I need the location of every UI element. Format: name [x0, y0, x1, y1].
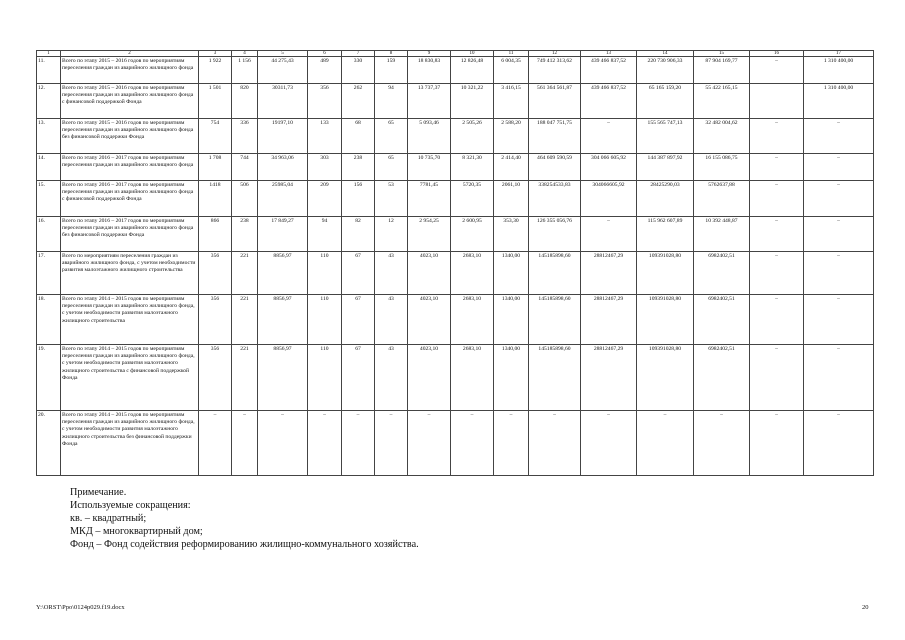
table-cell: –	[804, 217, 874, 252]
row-number: 14.	[37, 154, 61, 181]
table-cell: 10 392 448,87	[694, 217, 750, 252]
table-cell: 2683,10	[451, 252, 494, 295]
table-cell: –	[451, 411, 494, 476]
table-row	[37, 181, 874, 217]
column-number-cell: 10	[451, 51, 494, 57]
row-number: 13.	[37, 119, 61, 154]
column-number-cell: 17	[804, 51, 874, 57]
table-cell: –	[408, 411, 451, 476]
table-cell: –	[750, 295, 804, 345]
table-cell: 156	[342, 181, 375, 217]
row-number: 11.	[37, 57, 61, 84]
table-cell: 238	[342, 154, 375, 181]
table-cell: 43	[375, 252, 408, 295]
row-description: Всего по этапу 2015 – 2016 годов по мероприятиям переселения граждан из аварийного жилищного фонда	[61, 57, 199, 84]
column-number-cell: 2	[61, 51, 199, 57]
table-cell: –	[750, 154, 804, 181]
table-cell: 2 600,95	[451, 217, 494, 252]
table-row	[37, 252, 874, 295]
table-cell: 1 501	[199, 84, 232, 119]
column-number-cell: 5	[258, 51, 308, 57]
table-cell: 65	[375, 119, 408, 154]
table-cell: 8856,97	[258, 295, 308, 345]
table-cell: 8 321,30	[451, 154, 494, 181]
table-cell: –	[804, 411, 874, 476]
table-row	[37, 217, 874, 252]
table-cell: 506	[232, 181, 258, 217]
row-description: Всего по этапу 2014 – 2015 годов по мероприятиям переселения граждан из аварийного жилищного фонда, с учетом необходимости развития малоэтажного жилищного строительства без финансовой поддержки Фонда	[61, 411, 199, 476]
table-row	[37, 411, 874, 476]
table-cell: 115 962 607,89	[637, 217, 694, 252]
table-cell: 82	[342, 217, 375, 252]
table-cell: 110	[308, 345, 342, 411]
column-number-cell: 8	[375, 51, 408, 57]
table-cell: 10 735,70	[408, 154, 451, 181]
table-cell: –	[581, 217, 637, 252]
table-cell: 304066605,92	[581, 181, 637, 217]
table-cell: 65 165 159,20	[637, 84, 694, 119]
table-cell: 356	[199, 295, 232, 345]
table-cell: 34 963,06	[258, 154, 308, 181]
table-cell: 744	[232, 154, 258, 181]
table-cell: 16 155 086,75	[694, 154, 750, 181]
table-cell: 19197,10	[258, 119, 308, 154]
table-cell: –	[581, 119, 637, 154]
row-description: Всего по этапу 2016 – 2017 годов по мероприятиям переселения граждан из аварийного жилищного фонда	[61, 154, 199, 181]
table-cell: 489	[308, 57, 342, 84]
row-number: 15.	[37, 181, 61, 217]
row-description: Всего по этапу 2015 – 2016 годов по мероприятиям переселения граждан из аварийного жилищного фонда без финансовой поддержки Фонда	[61, 119, 199, 154]
table-cell: –	[694, 411, 750, 476]
table-cell: –	[750, 345, 804, 411]
table-cell: 2683,10	[451, 345, 494, 411]
table-cell: 1340,00	[494, 345, 529, 411]
table-cell: 220 730 906,33	[637, 57, 694, 84]
table-cell: 133	[308, 119, 342, 154]
notes-line: Используемые сокращения:	[70, 500, 191, 511]
table-cell: 145185898,60	[529, 295, 581, 345]
row-number: 12.	[37, 84, 61, 119]
table-cell: 464 609 590,59	[529, 154, 581, 181]
table-cell: 12 826,48	[451, 57, 494, 84]
table-cell: 188 047 751,75	[529, 119, 581, 154]
table-cell: –	[750, 181, 804, 217]
table-cell: 28425290,03	[637, 181, 694, 217]
table-cell: –	[750, 411, 804, 476]
column-number-cell: 12	[529, 51, 581, 57]
table-cell: 155 565 747,13	[637, 119, 694, 154]
notes-title: Примечание.	[70, 487, 127, 498]
table-cell: 43	[375, 295, 408, 345]
table-row	[37, 345, 874, 411]
table-cell: 439 466 837,52	[581, 84, 637, 119]
table-cell: –	[529, 411, 581, 476]
row-number: 20.	[37, 411, 61, 476]
table-cell: –	[199, 411, 232, 476]
table-cell: 6982402,51	[694, 252, 750, 295]
column-number-cell: 15	[694, 51, 750, 57]
table-cell: 18 830,83	[408, 57, 451, 84]
table-cell: 4023,10	[408, 295, 451, 345]
table-cell	[750, 84, 804, 119]
column-number-cell: 6	[308, 51, 342, 57]
table-cell: 1340,00	[494, 252, 529, 295]
table-cell: 1 310 400,00	[804, 57, 874, 84]
table-cell: –	[804, 181, 874, 217]
table-cell: 17 849,27	[258, 217, 308, 252]
table-cell: 5720,35	[451, 181, 494, 217]
table-cell: 30311,73	[258, 84, 308, 119]
notes-line: Фонд – Фонд содействия реформированию жилищно-коммунального хозяйства.	[70, 539, 419, 550]
table-cell: 330	[342, 57, 375, 84]
table-cell: –	[804, 345, 874, 411]
column-number-cell: 3	[199, 51, 232, 57]
table-cell: 145185898,60	[529, 252, 581, 295]
row-number: 16.	[37, 217, 61, 252]
table-cell: 87 904 169,77	[694, 57, 750, 84]
table-cell: –	[375, 411, 408, 476]
table-cell: 68	[342, 119, 375, 154]
table-cell: 6982402,51	[694, 345, 750, 411]
table-cell: 5 093,46	[408, 119, 451, 154]
table-cell: 8856,97	[258, 345, 308, 411]
table-cell: 221	[232, 295, 258, 345]
table-cell: 2061,10	[494, 181, 529, 217]
table-cell: 67	[342, 252, 375, 295]
table-cell: 2 414,40	[494, 154, 529, 181]
table-row	[37, 295, 874, 345]
column-number-cell: 14	[637, 51, 694, 57]
table-cell: 1 708	[199, 154, 232, 181]
table-cell: 1340,00	[494, 295, 529, 345]
column-number-cell: 7	[342, 51, 375, 57]
table-cell: 5762637,88	[694, 181, 750, 217]
table-cell: 1 922	[199, 57, 232, 84]
table-row	[37, 154, 874, 181]
table-cell: 110	[308, 252, 342, 295]
table-cell: –	[581, 411, 637, 476]
table-cell: 2 954,25	[408, 217, 451, 252]
table-cell: 238	[232, 217, 258, 252]
table-cell: 10 321,22	[451, 84, 494, 119]
table-cell: 754	[199, 119, 232, 154]
table-cell: 221	[232, 252, 258, 295]
table-cell: 94	[308, 217, 342, 252]
table-cell: 8856,97	[258, 252, 308, 295]
table-cell: 3 416,15	[494, 84, 529, 119]
table-cell: 4023,10	[408, 345, 451, 411]
table-cell: 338254533,83	[529, 181, 581, 217]
column-number-cell: 4	[232, 51, 258, 57]
table-cell: 2 588,20	[494, 119, 529, 154]
table-cell: –	[308, 411, 342, 476]
table-cell: 109391028,80	[637, 295, 694, 345]
table-cell: 6982402,51	[694, 295, 750, 345]
table-cell: 439 466 837,52	[581, 57, 637, 84]
column-number-cell: 16	[750, 51, 804, 57]
row-number: 19.	[37, 345, 61, 411]
row-description: Всего по этапу 2014 – 2015 годов по мероприятиям переселения граждан из аварийного жилищного фонда, с учетом необходимости развития малоэтажного жилищного строительства	[61, 295, 199, 345]
table-cell: 6 004,35	[494, 57, 529, 84]
table-cell: 2 505,26	[451, 119, 494, 154]
table-cell: 126 355 056,76	[529, 217, 581, 252]
table-cell: 109391028,80	[637, 252, 694, 295]
row-description: Всего по этапу 2016 – 2017 годов по мероприятиям переселения граждан из аварийного жилищного фонда с финансовой поддержкой Фонда	[61, 181, 199, 217]
table-cell: –	[804, 252, 874, 295]
table-cell: 336	[232, 119, 258, 154]
table-cell: 144 387 897,92	[637, 154, 694, 181]
table-cell: 67	[342, 295, 375, 345]
row-description: Всего по этапу 2015 – 2016 годов по мероприятиям переселения граждан из аварийного жилищного фонда с финансовой поддержкой Фонда	[61, 84, 199, 119]
notes-line: кв. – квадратный;	[70, 513, 147, 524]
row-number: 17.	[37, 252, 61, 295]
table-cell: 304 066 605,92	[581, 154, 637, 181]
table-cell: 109391028,80	[637, 345, 694, 411]
table-cell: 356	[308, 84, 342, 119]
row-description: Всего по этапу 2014 – 2015 годов по мероприятиям переселения граждан из аварийного жилищного фонда, с учетом необходимости развития малоэтажного жилищного строительства с финансовой поддержкой Фонда	[61, 345, 199, 411]
table-cell: –	[637, 411, 694, 476]
table-cell: 28812467,29	[581, 252, 637, 295]
table-cell: 25985,04	[258, 181, 308, 217]
table-cell: –	[342, 411, 375, 476]
column-number-cell: 1	[37, 51, 61, 57]
row-description: Всего по мероприятиям переселения граждан из аварийного жилищного фонда, с учетом необходимости развития малоэтажного жилищного строительства	[61, 252, 199, 295]
table-cell: –	[804, 119, 874, 154]
table-row	[37, 57, 874, 84]
table-cell: –	[750, 57, 804, 84]
table-cell: –	[232, 411, 258, 476]
row-number: 18.	[37, 295, 61, 345]
column-number-cell: 9	[408, 51, 451, 57]
table-cell: 145185898,60	[529, 345, 581, 411]
table-cell: 67	[342, 345, 375, 411]
table-cell: 110	[308, 295, 342, 345]
table-cell: 4023,10	[408, 252, 451, 295]
table-cell: 1418	[199, 181, 232, 217]
table-row	[37, 84, 874, 119]
table-cell: –	[750, 252, 804, 295]
table-cell: 55 422 165,15	[694, 84, 750, 119]
table-cell: 866	[199, 217, 232, 252]
table-cell: 356	[199, 252, 232, 295]
table-cell: –	[804, 295, 874, 345]
table-row	[37, 119, 874, 154]
table-cell: 356	[199, 345, 232, 411]
data-table	[36, 50, 874, 476]
table-cell: 53	[375, 181, 408, 217]
table-cell: 7781,45	[408, 181, 451, 217]
table-cell: –	[750, 119, 804, 154]
row-description: Всего по этапу 2016 – 2017 годов по мероприятиям переселения граждан из аварийного жилищного фонда без финансовой поддержки Фонда	[61, 217, 199, 252]
table-cell: 749 412 313,62	[529, 57, 581, 84]
table-cell: 32 482 004,62	[694, 119, 750, 154]
table-cell: 353,30	[494, 217, 529, 252]
table-cell: 221	[232, 345, 258, 411]
table-cell: 13 737,37	[408, 84, 451, 119]
table-cell: 1 156	[232, 57, 258, 84]
table-cell: 303	[308, 154, 342, 181]
table-cell: 2683,10	[451, 295, 494, 345]
table-cell: 159	[375, 57, 408, 84]
table-cell: 44 275,43	[258, 57, 308, 84]
table-cell: 28812467,29	[581, 345, 637, 411]
table-cell: 43	[375, 345, 408, 411]
table-cell: 1 310 400,00	[804, 84, 874, 119]
table-cell: –	[258, 411, 308, 476]
table-cell: 65	[375, 154, 408, 181]
table-cell: 561 364 561,87	[529, 84, 581, 119]
page-number: 20	[862, 604, 869, 611]
file-path: Y:\ORST\Ppo\0124p029.f19.docx	[36, 604, 125, 611]
table-cell: 209	[308, 181, 342, 217]
table-cell: 94	[375, 84, 408, 119]
column-number-cell: 11	[494, 51, 529, 57]
notes-line: МКД – многоквартирный дом;	[70, 526, 203, 537]
table-cell: 28812467,29	[581, 295, 637, 345]
column-number-cell: 13	[581, 51, 637, 57]
table-cell: –	[494, 411, 529, 476]
table-cell: –	[750, 217, 804, 252]
table-cell: 262	[342, 84, 375, 119]
table-cell: 12	[375, 217, 408, 252]
table-cell: –	[804, 154, 874, 181]
notes-block	[70, 486, 419, 551]
table-cell: 820	[232, 84, 258, 119]
